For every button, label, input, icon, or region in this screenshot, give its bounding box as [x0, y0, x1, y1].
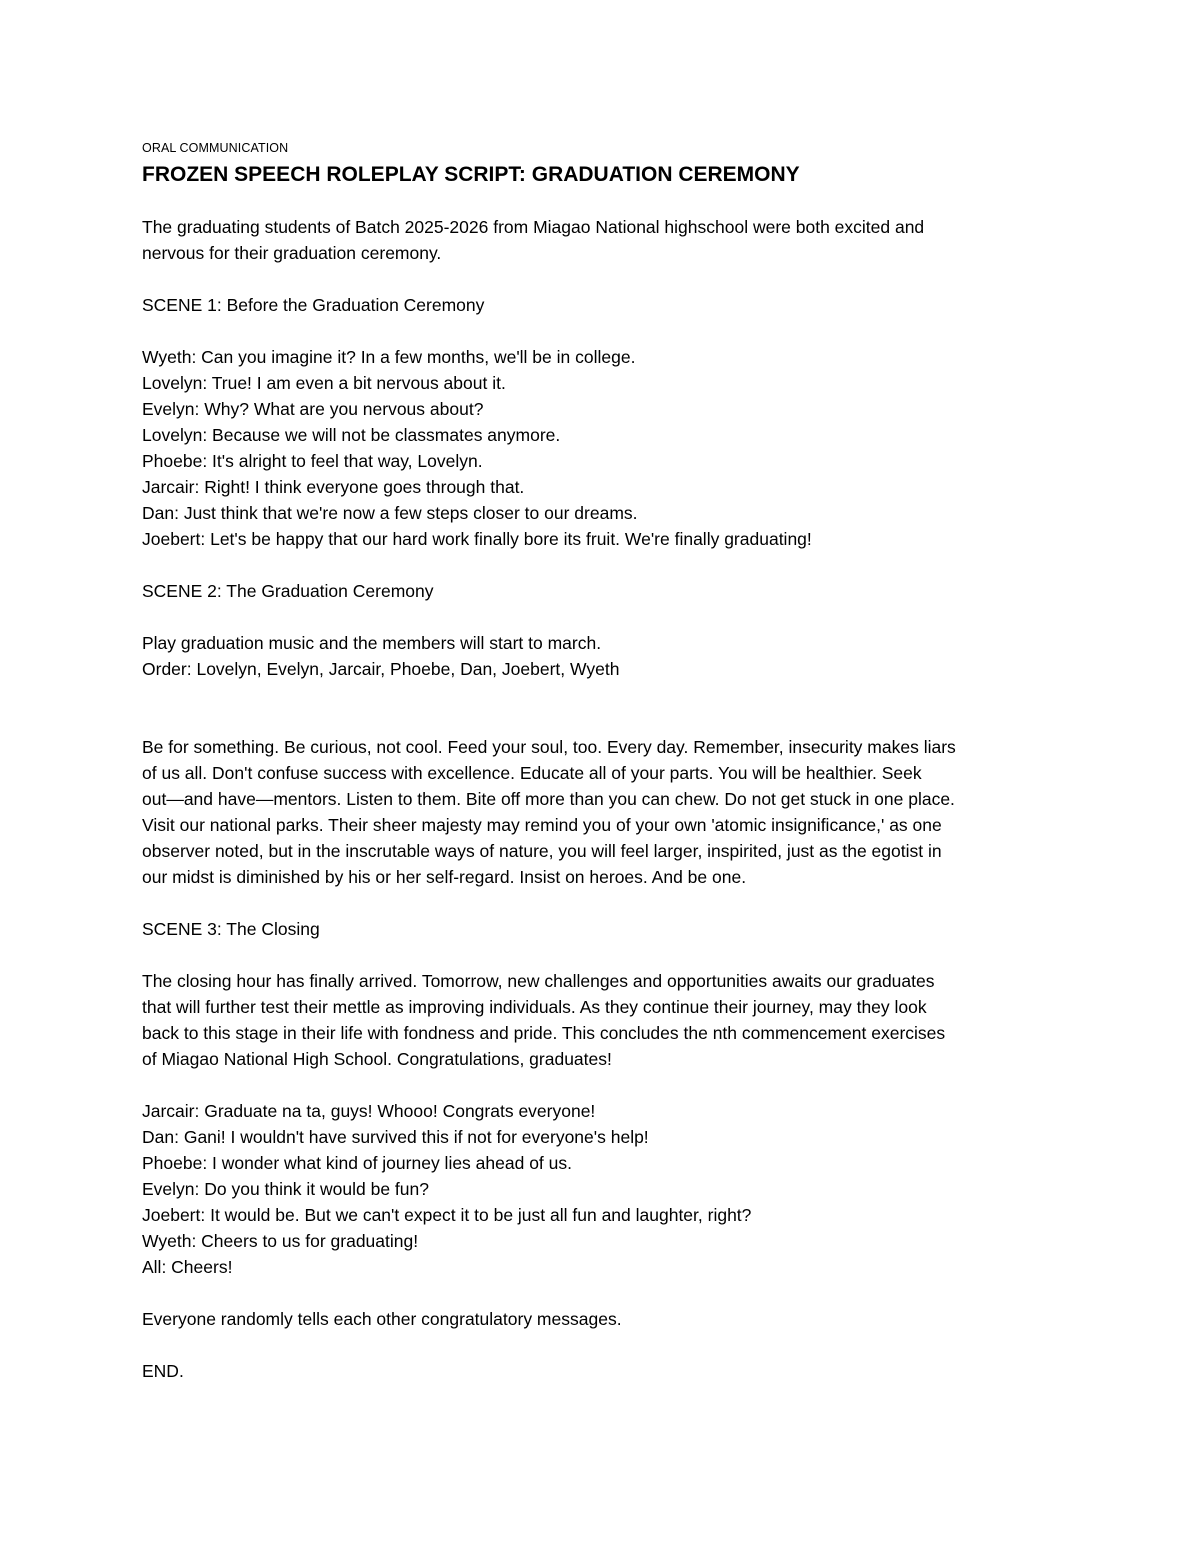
speech-line: of us all. Don't confuse success with excellence. Educate all of your parts. You will be healthier. Seek: [142, 763, 922, 783]
end-marker: END.: [142, 1361, 184, 1381]
dialogue-line: Wyeth: Can you imagine it? In a few months, we'll be in college.: [142, 347, 636, 367]
narration-line: of Miagao National High School. Congratulations, graduates!: [142, 1049, 612, 1069]
dialogue-line: Joebert: Let's be happy that our hard work finally bore its fruit. We're finally graduating!: [142, 529, 812, 549]
dialogue-line: Evelyn: Do you think it would be fun?: [142, 1179, 429, 1199]
dialogue-line: Phoebe: I wonder what kind of journey lies ahead of us.: [142, 1153, 572, 1173]
closing-narration: [142, 968, 1072, 1072]
closing-note: Everyone randomly tells each other congratulatory messages.: [142, 1309, 622, 1329]
document-page: [142, 140, 1072, 1384]
dialogue-line: Lovelyn: Because we will not be classmates anymore.: [142, 425, 561, 445]
dialogue-line: Jarcair: Right! I think everyone goes through that.: [142, 477, 525, 497]
dialogue-line: Wyeth: Cheers to us for graduating!: [142, 1231, 419, 1251]
subject-label: ORAL COMMUNICATION: [142, 141, 289, 155]
scene-3-dialogue: [142, 1098, 1072, 1280]
narration-line: that will further test their mettle as improving individuals. As they continue their journey, may they look: [142, 997, 927, 1017]
dialogue-line: Joebert: It would be. But we can't expect it to be just all fun and laughter, right?: [142, 1205, 752, 1225]
dialogue-line: Evelyn: Why? What are you nervous about?: [142, 399, 484, 419]
scene-1-dialogue: [142, 344, 1072, 552]
dialogue-line: Phoebe: It's alright to feel that way, Lovelyn.: [142, 451, 483, 471]
narration-line: The closing hour has finally arrived. Tomorrow, new challenges and opportunities awaits our graduates: [142, 971, 935, 991]
graduation-speech: [142, 734, 1072, 890]
dialogue-line: Dan: Gani! I wouldn't have survived this if not for everyone's help!: [142, 1127, 649, 1147]
intro-line: nervous for their graduation ceremony.: [142, 243, 442, 263]
document-title: FROZEN SPEECH ROLEPLAY SCRIPT: GRADUATION CEREMONY: [142, 163, 800, 186]
narration-line: back to this stage in their life with fondness and pride. This concludes the nth commencement exercises: [142, 1023, 946, 1043]
dialogue-line: Dan: Just think that we're now a few steps closer to our dreams.: [142, 503, 638, 523]
speech-line: observer noted, but in the inscrutable ways of nature, you will feel larger, inspirited, just as the egotist in: [142, 841, 942, 861]
scene-1-heading: SCENE 1: Before the Graduation Ceremony: [142, 295, 485, 315]
speech-line: out—and have—mentors. Listen to them. Bite off more than you can chew. Do not get stuck in one place.: [142, 789, 955, 809]
speech-line: Visit our national parks. Their sheer majesty may remind you of your own 'atomic insignificance,' as one: [142, 815, 942, 835]
direction-line: Play graduation music and the members will start to march.: [142, 633, 602, 653]
speech-line: our midst is diminished by his or her self-regard. Insist on heroes. And be one.: [142, 867, 747, 887]
direction-line: Order: Lovelyn, Evelyn, Jarcair, Phoebe, Dan, Joebert, Wyeth: [142, 659, 620, 679]
dialogue-line: Jarcair: Graduate na ta, guys! Whooo! Congrats everyone!: [142, 1101, 596, 1121]
intro-line: The graduating students of Batch 2025-2026 from Miagao National highschool were both excited and: [142, 217, 925, 237]
speech-line: Be for something. Be curious, not cool. Feed your soul, too. Every day. Remember, insecurity makes liars: [142, 737, 956, 757]
scene-2-heading: SCENE 2: The Graduation Ceremony: [142, 581, 434, 601]
scene-2-directions: [142, 630, 1072, 682]
dialogue-line: All: Cheers!: [142, 1257, 233, 1277]
dialogue-line: Lovelyn: True! I am even a bit nervous about it.: [142, 373, 506, 393]
intro-paragraph: [142, 214, 1072, 266]
scene-3-heading: SCENE 3: The Closing: [142, 919, 320, 939]
